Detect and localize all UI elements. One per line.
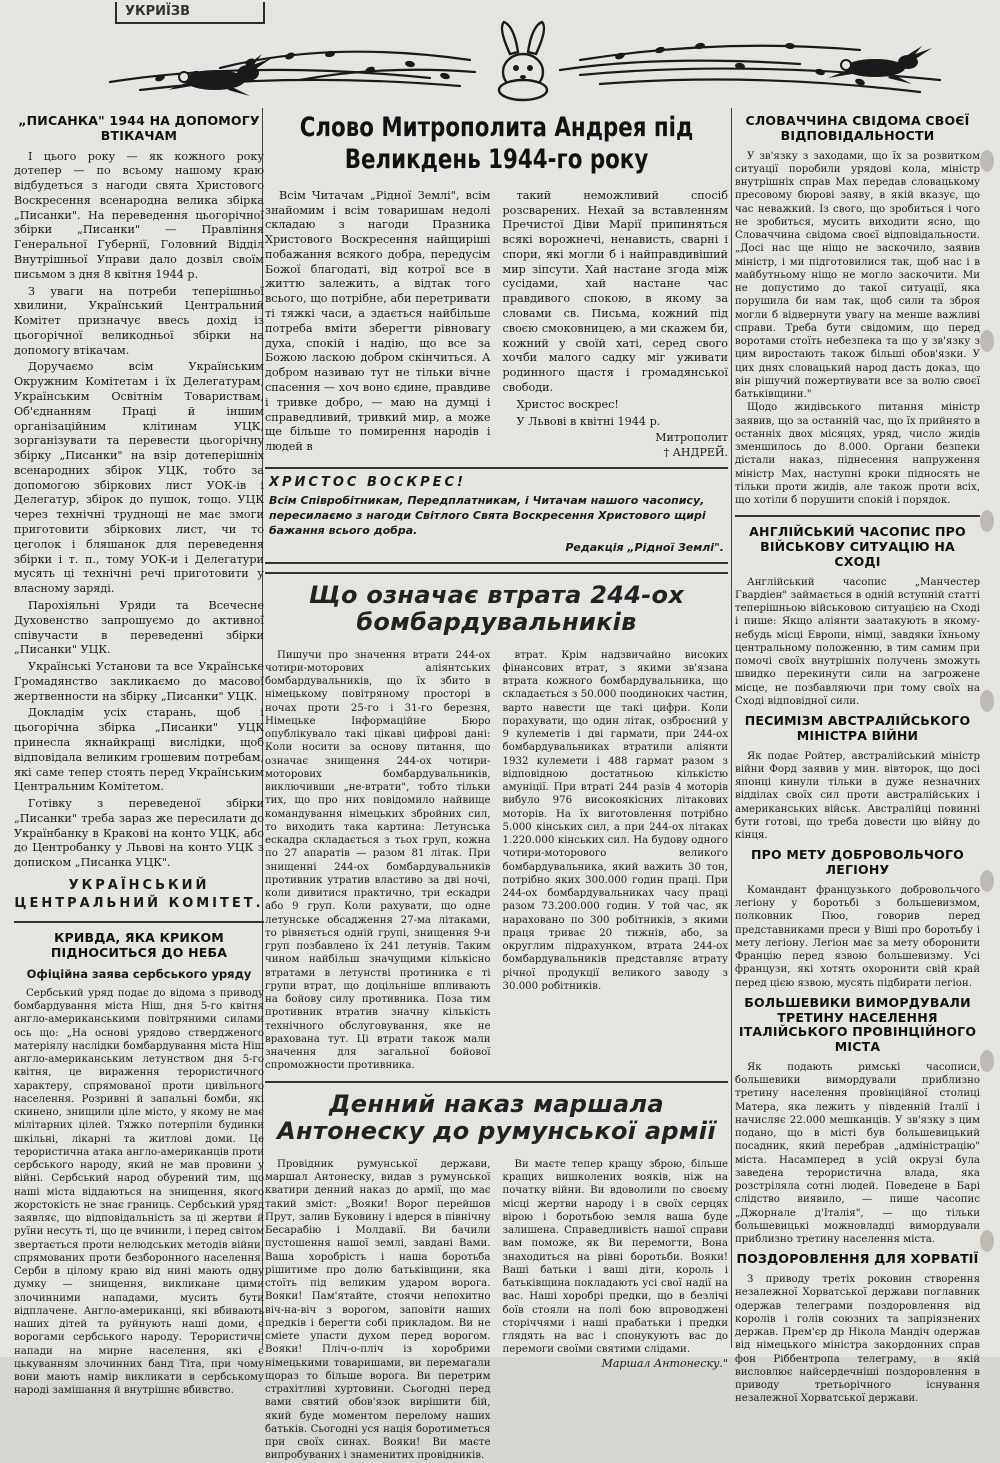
sermon-title: Слово Митрополита Андрея під Великдень 1944-го року	[299, 112, 694, 176]
divider	[265, 1081, 728, 1083]
sermon-place-date: У Львові в квітні 1944 р.	[516, 414, 661, 428]
article-subheading: Офіційна заява сербського уряду	[26, 966, 252, 981]
center-column	[265, 108, 728, 1463]
divider	[735, 515, 980, 517]
article-heading: БОЛЬШЕВИКИ ВИМОРДУВАЛИ ТРЕТИНУ НАСЕЛЕННЯ ІТАЛІЙСЬКОГО ПРОВІНЦІЙНОГО МІСТА	[738, 994, 977, 1054]
sermon-signature-title: Митрополит	[655, 431, 728, 445]
article-heading: ПЕСИМІЗМ АВСТРАЛІЙСЬКОГО МІНІСТРА ВІЙНИ	[744, 713, 971, 743]
paragraph: З уваги на потреби теперішньої хвилини, Український Центральний Комітет призначує ввесь дохід із цьогорічної великодньої збірки на допомогу втікачам.	[14, 284, 264, 357]
bombers-title: Що означає втрата 244-ох бомбардувальників	[308, 580, 685, 637]
divider	[265, 572, 728, 574]
left-column	[14, 108, 264, 1398]
easter-masthead-ornament	[100, 20, 960, 100]
paragraph: І цього року — як кожного року дотепер — по всьому нашому краю відбудеться з нагоди свята Христового Воскресення всенародна велика збірка „Писанки". На переведення цьогорічної збірки „Писанки" — Правління Генеральної Губернії, Головний Відділ Внутрішньої Управи дало дозвіл своїм письмом з дня 8 квітня 1944 р.	[14, 149, 264, 281]
sitting-bunny	[499, 22, 547, 100]
easter-greeting-heading: ХРИСТОС ВОСКРЕС!	[269, 474, 466, 490]
paragraph: Готівку з переведеної збірки „Писанки" треба зараз же пересилати до Українбанку в Кракові на конто УЦК, або до Центробанку у Львові на конто УЦК з дописком „Писанка УЦК".	[14, 797, 264, 870]
library-stamp: УКРИЇЗВ	[115, 2, 265, 24]
paragraph: Парохіяльні Уряди та Всечесне Духовенство запрошуємо до активної співучасти в переведенні збірки „Писанки" УЦК.	[14, 598, 264, 657]
paragraph: Ви маєте тепер кращу зброю, більше кращих вишколених вояків, ніж на початку війни. Ви вдоволили по своєму місці жертви народу і в своїх серцях вірою і боротьбою земля ваша буде залишена. Справедливість нашої справи вам поможе, як Ви перемогти, Вона знаходиться на рівні боротьби. Вояки! Ваші батьки і ваші діти, король і батьківщина покладають усі свої надії на вас. Наші хоробрі предки, що в безлічі боїв стояли на полі бою впроводжені сторіччями і наші прабатьки і предки глядять на вас і спонукують вас до перемоги своїми святими слідами.	[502, 1158, 728, 1356]
paragraph: втрат. Крім надзвичайно високих фінансових втрат, з якими зв'язана втрата кожного бомбардувальника, що складається з 50.000 поодиноких частин, варто навести ще такі цифри. Коли порахувати, що один літак, озброєний у 9 кулеметів і дві гармати, при 244-ох бомбардувальниках втратили аліянти 1932 кулемети і 488 гармат разом з відповідною достатньою кількістю амуніції. При втраті 244 разів 4 моторів вибуло 976 високоякісних літакових моторів. На їх виготовлення потрібно 5.000 кінських сил, а при 244-ох літаках 1.220.000 кінських сил. На будову одного чотири-моторового великого бомбардувальника, який важить 30 тон, потрібно яких 300.000 годин праці. При 244-ох бомбардувальниках часу праці разом 73.200.000 годин. У той час, як нараховано по 300 робітників, з якими праця триває 20 тижнів, або, за округлим підрахунком, втрата 244-ох бомбардувальників представляє втрату річної продукції великого заводу з 30.000 робітників.	[502, 649, 728, 992]
divider	[14, 921, 264, 923]
article-heading: СЛОВАЧЧИНА СВІДОМА СВОЄЇ ВІДПОВІДАЛЬНОСТИ	[745, 113, 970, 143]
paragraph: Доручаємо всім Українським Окружним Комітетам і їх Делегатурам, Українським Освітнім Товариствам, Об'єднанням Праці й іншим організаційним клітинам УЦК, зорганізувати та перевести цьогорічну збірку „Писанки" на взір дотеперішніх всенародних збірок УЦК, тобто за допомогою збіркових лист УОК-ів і Делегатур, збірок до пушок, тощо. УЦК через технічні труднощі не має змоги приготовити збіркових лист, чи то цеголок і бляшанок для переведення збірки і т. п., тому УОК-и і Делегатури мусять ці технічні речі приготовити у власному заряді.	[14, 360, 264, 596]
paragraph: Як подають римські часописи, большевики вимордували приблизно третину населення провінційної столиці Матера, яка лежить у південній Італії і начисляє 22.000 мешканців. У зв'язку з цим подано, що в місті був большевицький посадник, який перебрав „адміністрацію" міста. Насамперед в усій окрузі була заведена терористична влада, яка розстріляла сотні людей. Поведене в Барі слідство виявило, — пише часопис „Джорнале д'Італія", — що тільки большевицькі можновладці вимордували приблизно третину населення міста.	[735, 1061, 980, 1245]
article-heading: ПРО МЕТУ ДОБРОВОЛЬЧОГО ЛЕГІОНУ	[751, 847, 964, 877]
paragraph: Як подає Ройтер, австралійський міністр війни Форд заявив у мин. вівторок, що досі японці кинули тільки в дуже незначних відділах своїх сил проти австралійських і американських військ. Австралійці повинні бути готові, що треба довести цю війну до кінця.	[735, 750, 980, 841]
easter-greeting-text: Всім Співробітникам, Передплатникам, і Читачам нашого часопису, пересилаємо з нагоди Світлого Свята Воскресення Христового щирі бажання всього добра.	[269, 493, 706, 537]
article-signature: Маршал Антонеску."	[601, 1356, 728, 1370]
article-heading: „ПИСАНКА" 1944 НА ДОПОМОГУ ВТІКАЧАМ	[18, 113, 260, 143]
easter-greeting-box	[265, 467, 728, 564]
paragraph: такий неможливий спосіб розсварених. Нехай за вставленням Пречистої Діви Марії припиняться всякі ворожнечі, ненависть, сварні і спори, які могли б і найправдивіший мир зіпсути. Хай настане згода між сусідами, хай настане час правдивого спокою, в якому за словами св. Письма, кожний під своєю смоковницею, а ми скажем би, кожний у своїй хаті, серед свого хочби малого садку міг уживати родинного щастя і громадянської свободи.	[502, 188, 728, 394]
right-column	[735, 108, 980, 1406]
article-heading: АНГЛІЙСЬКИЙ ЧАСОПИС ПРО ВІЙСЬКОВУ СИТУАЦІЮ НА СХОДІ	[749, 524, 966, 569]
paragraph: Пишучи про значення втрати 244-ох чотири-моторових аліянтських бомбардувальників, що їх збито в німецькому повітряному просторі в ночах проти 25-го і 31-го березня, Німецьке Інформаційне Бюро опублікувало такі цікаві цифрові дані: Коли носити за основу питання, що означає знищення 244-ох чотири-моторових бомбардувальників, виключивши „не-втрати", тобто тільки тих, що про них повідомило найвище командування німецьких збройних сил, то виходить така картина: Летунська ескадра складається з тьох груп, кожна по 27 апаратів — разом 81 літак. При знищенні 244-ох бомбардувальників противник утратив властиво за дві ночі, коли дивитися практично, три ескадри або 9 груп. Коли рахувати, що одне летунське обсадження 27-ма літаками, то рівняється одній групі, знищення 9-и груп позбавлено їх 241 летунів. Таким чином найбільш значущими кількісно втратами в летунстві протиника є ті групи втрат, що доцільніше впливають на бойову силу противника. Поза тим противник втратив значну кількість технічного обслуговування, яке не врахована тут. Ці втрати також мали значення для загальної бойової спроможности противника.	[265, 649, 491, 1072]
paragraph: З приводу третіх роковин створення незалежної Хорватської держави поглавник одержав телеграми поздоровлення від королів і голів союзних та запріязнених держав. Прем'єр др Нікола Мандіч одержав від німецького міністра закордонних справ фон Ріббентропа телеграму, в якій висловлює найсердечніші поздоровлення в приводу третьорічного існування незалежної Хорватської держави.	[735, 1274, 980, 1405]
binder-holes	[972, 0, 994, 1357]
antonescu-title: Денний наказ маршала Антонеску до румунської армії	[277, 1089, 716, 1146]
paragraph: Українські Установи та все Українське Громадянство закликаємо до масової жертвенности на збірку „Писанки" УЦК.	[14, 660, 264, 703]
paragraph: Всім Читачам „Рідної Землі", всім знайомим і всім товаришам недолі складаю з нагоди Празника Христового Воскресення найщиріші побажання всякого добра, передусім Божої благодаті, від котрої все в життю залежить, а відтак того всього, що потрібне, аби перетривати ті тяжкі часи, а здається найбільше потреба вміти зберегти рівновагу духа, спокій і надію, що все за Божою ласкою добром скінчиться. А добром називаю тут не тільки вічне спасення — хоч воно єдине, правдиве і тривке добро, — маю на думці і справедливий, тривкий мир, а може ще більше то помирення народів і людей в	[265, 188, 491, 454]
paragraph: У зв'язку з заходами, що їх за розвитком ситуації поробили урядові кола, міністр внутрішніх справ Мах передав словацькому пресовому бюрові заяву, в якій вказує, що час неважкий. Із свого, що зробиться і чого не зробиться, мусить виходити ясно, що Словаччина свідома своєї відповідальности. „Досі нас ще ніщо не заскочило, заявив міністр, і ми підготовилися так, щоб нас і в майбутньому ніщо не могло заскочити. Ми не допустимо до такої ситуації, яка порушила би нам так, щоб сили та зброя могли б відвернути увагу на менше важливі справи. Треба бути свідомим, що перед воротами стоїть небезпека та що у зв'язку з цим виростають також більші обов'язки. У цих днях словацький народ дасть доказ, що він рішучий пожертвувати все за волю своєї батьківщини."	[735, 150, 980, 400]
column-rule	[731, 108, 732, 1348]
paragraph: Командант французького добровольчого легіону у боротьбі з большевизмом, полковник Пюо, говорив перед представниками преси у Віші про боротьбу і мету легіону. Легіон має за мету оборонити Францію перед язвою большевизму. Усі французи, які хотять охоронити свій край перед цією язвою, мусять підбирати легіон.	[735, 884, 980, 989]
article-signature: УКРАЇНСЬКИЙ ЦЕНТРАЛЬНИЙ КОМІТЕТ.	[14, 878, 264, 912]
paragraph: Провідник румунської держави, маршал Антонеску, видав з румунської кватири денний наказ до армії, що має такий зміст: „Вояки! Ворог перейшов Прут, залив Буковину і вдерся в північну Бесарабію і Молдавії. Ви бачили пустошення нашої землі, завдані Вами. Ваша хоробрість і наша боротьба рішитиме про долю батьківщини, яка стоїть під великим ударом ворога. Вояки! Пам'ятайте, стоячи непохитно віч-на-віч з ворогом, заповіти наших предків і берегти собі прикладом. Ви не сміете упасти духом перед ворогом. Вояки! Пліч-о-пліч із хоробрими німецькими товаришами, ви перемагали щораз то більше ворога. Ви перетрим страхітливі хуртовини. Сьогодні перед вами святий обов'язок вирішити бій, який буде моментом перелому наших батьків. Сьогодні уся нація боротиметься при своїх синах. Вояки! Ви маєте випробуваних і знаменитих провідників.	[265, 1158, 491, 1462]
article-heading: ПОЗДОРОВЛЕННЯ ДЛЯ ХОРВАТІЇ	[736, 1251, 979, 1267]
paragraph: Докладім усіх старань, щоб і цьогорічна збірка „Писанки" УЦК принесла якнайкращі вислідки, щоб відповідала великим грошевим потребам, які саме тепер стоять перед Українським Центральним Комітетом.	[14, 706, 264, 794]
article-heading: КРИВДА, ЯКА КРИКОМ ПІДНОСИТЬСЯ ДО НЕБА	[50, 930, 228, 961]
paragraph: Англійський часопис „Манчестер Гвардіен" займається в одній вступній статті теперішньою військовою ситуацією на Сході і пише: Якщо аліянти заатакують в якому-небудь місці Европи, німці, завдяки їхньому центральному положенню, в тим самим при помочі своїх внутрішніх получень зможуть швидко перекинути сили на загрожене місце, не позбавляючи при тому своїх на Сході відповідної сили.	[735, 576, 980, 707]
paragraph: Сербський уряд подає до відома з приводу бомбардування міста Ніш, дня 5-го квітня англо-американськими повітряними силами ось що: „На основі урядово ствердженого матеріялу наслідки бомбардування міста Ніш англо-американським летунством дня 5-го квітня, це вираження терористичного характеру, спрямованої проти цивільного населення. Розривні й запальні бомби, які скинено, знищили ціле місто, у якому не має мілітарних цілей. Тяжко потерпіли будинки шкільні, лікарні та житлові доми. Це терористична атака англо-американців проти сербського народу, який не мав провини у війні. Сербський народ обурений тим, що наші міста віддаються на знищення, якого жорстокість не знає границь. Сербський уряд заявляє, що відповідальність за ці жертви й руїни несуть ті, що це вчинили, і перед світом звертається проти нелюдських методів війни, спрямованих проти безборонного населення. Серби в цілому краю від нині мають одну думку — знищення, викликане цими злочинними нападами, мусить бути відплачене. Англо-американці, які вбивають наших дітей та руйнують наші доми, є ворогами сербського народу. Терористичні напади на мирне населення, які є цькуванням злочинних банд Тіта, при чому вони мають намір викликати в сербському народі замішання й внутрішнє вбивство.	[14, 987, 264, 1397]
running-hare-left	[168, 54, 272, 96]
sermon-closing: Христос воскрес!	[516, 397, 619, 411]
easter-greeting-editor: Редакція „Рідної Землі".	[565, 540, 724, 554]
sermon-signature-name: † АНДРЕЙ.	[663, 446, 728, 460]
paragraph: Щодо жидівського питання міністр заявив, що за останній час, що їх прийнято в останніх двох місяцях, уряд, число жидів зменшилось до 8.000. Органи безпеки дістали наказ, піднесення напруження міністр Мах, наступні кроки підносять не тільки проти жидів, але також проти всіх, що хотіли б порушити спокій і порядок.	[735, 402, 980, 506]
